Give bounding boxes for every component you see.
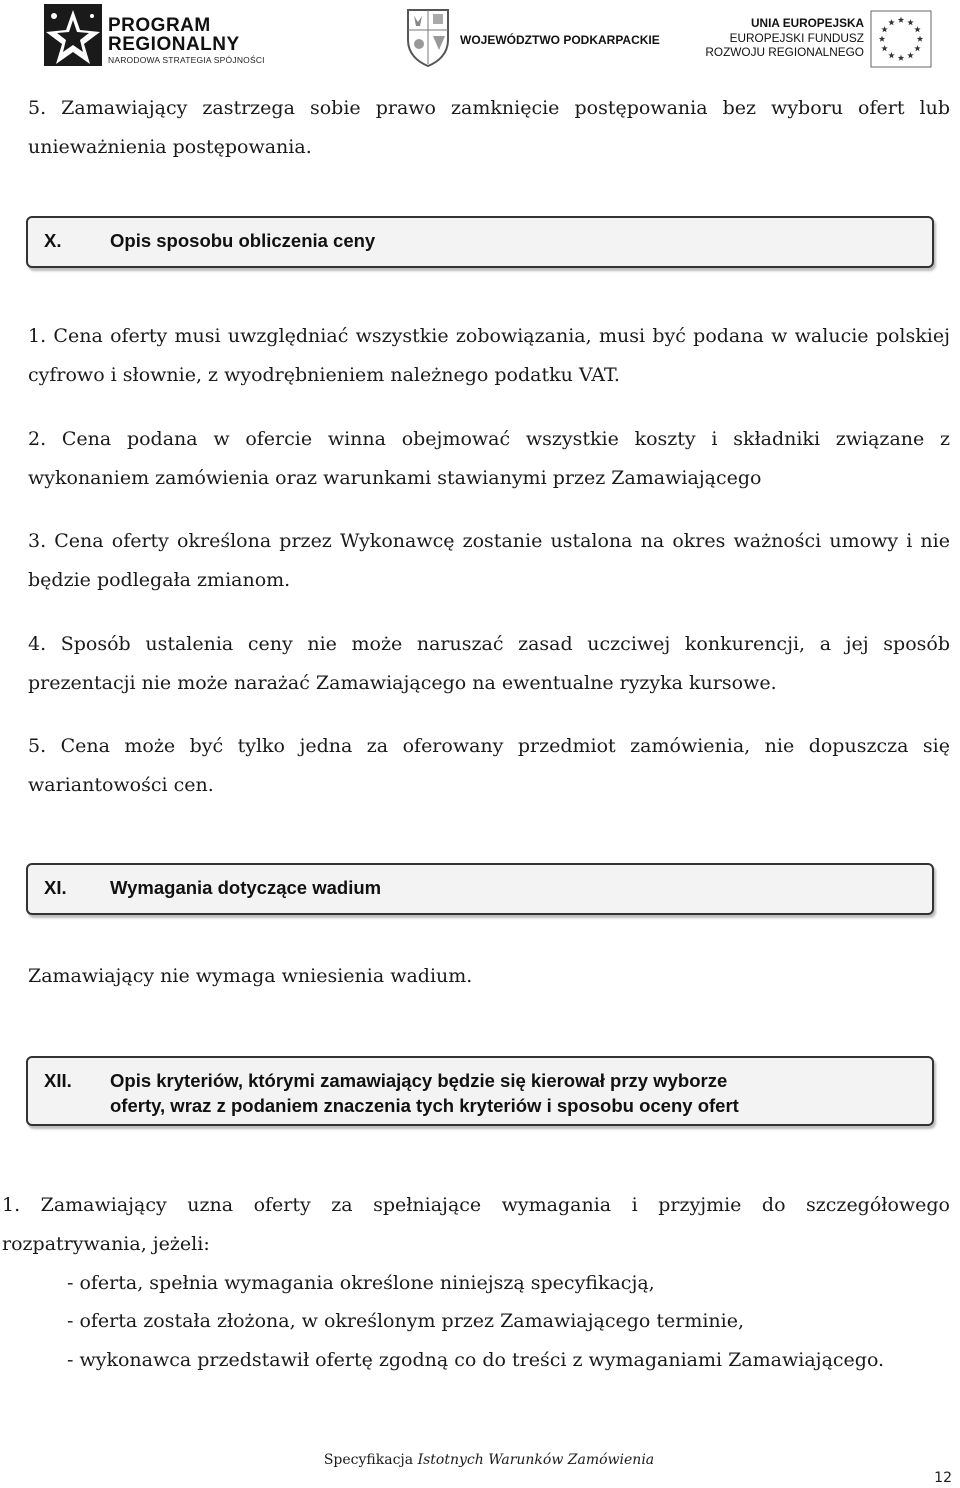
eu-line-2: EUROPEJSKI FUNDUSZ bbox=[729, 30, 864, 45]
wojewodztwo-text: WOJEWÓDZTWO PODKARPACKIE bbox=[460, 33, 660, 47]
criteria-bullet: - oferta, spełnia wymagania określone niniejszą specyfikacją, bbox=[67, 1272, 655, 1294]
section-title: Wymagania dotyczące wadium bbox=[110, 877, 382, 898]
program-regionalny-logo bbox=[42, 2, 270, 70]
price-item-5: 5. Cena może być tylko jedna za oferowany przedmiot zamówienia, nie dopuszcza się wariantowości cen. bbox=[28, 735, 950, 796]
wojewodztwo-logo bbox=[402, 6, 662, 68]
section-title-line-1: Opis kryteriów, którymi zamawiający będzie się kierował przy wyborze bbox=[110, 1070, 728, 1091]
section-title-line-2: oferty, wraz z podaniem znaczenia tych kryteriów i sposobu oceny ofert bbox=[110, 1095, 739, 1116]
eu-fund-text bbox=[705, 16, 864, 60]
section-number: XI. bbox=[44, 877, 67, 898]
footer-prefix: Specyfikacja bbox=[323, 1452, 418, 1468]
section-xi-header bbox=[26, 863, 934, 915]
page-header bbox=[0, 0, 960, 72]
eu-logo bbox=[705, 6, 932, 68]
section-number: X. bbox=[44, 230, 62, 251]
section-number: XII. bbox=[44, 1070, 72, 1091]
criteria-item-1: 1. Zamawiający uzna oferty za spełniające wymagania i przyjmie do szczegółowego rozpatrywania, jeżeli: bbox=[2, 1194, 950, 1255]
price-item-4: 4. Sposób ustalenia ceny nie może naruszać zasad uczciwej konkurencji, a jej sposób prezentacji nie może narażać Zamawiającego na ewentualne ryzyka kursowe. bbox=[28, 633, 950, 694]
criteria-bullet: - wykonawca przedstawił ofertę zgodną co do treści z wymaganiami Zamawiającego. bbox=[67, 1349, 885, 1371]
paragraph-5-cancellation: 5. Zamawiający zastrzega sobie prawo zamknięcie postępowania bez wyboru ofert lub unieważnienia postępowania. bbox=[28, 97, 950, 158]
coat-of-arms-icon bbox=[402, 6, 454, 68]
program-line: PROGRAM bbox=[108, 15, 211, 36]
section-title: Opis sposobu obliczenia ceny bbox=[110, 230, 376, 251]
page-footer bbox=[0, 1452, 960, 1468]
eu-line-3: ROZWOJU REGIONALNEGO bbox=[705, 45, 864, 59]
wadium-text: Zamawiający nie wymaga wniesienia wadium. bbox=[28, 965, 473, 987]
price-item-2: 2. Cena podana w ofercie winna obejmować wszystkie koszty i składniki związane z wykonaniem zamówienia oraz warunkami stawianymi przez Zamawiającego bbox=[28, 428, 950, 489]
price-item-3: 3. Cena oferty określona przez Wykonawcę zostanie ustalona na okres ważności umowy i nie będzie podlegała zmianom. bbox=[28, 530, 950, 591]
footer-title: Istotnych Warunków Zamówienia bbox=[417, 1452, 655, 1468]
star-emblem-icon bbox=[42, 2, 104, 70]
regionalny-line: REGIONALNY bbox=[108, 34, 240, 55]
criteria-bullet: - oferta została złożona, w określonym przez Zamawiającego terminie, bbox=[67, 1310, 745, 1332]
page-number: 12 bbox=[934, 1470, 952, 1486]
eu-flag-icon bbox=[870, 10, 932, 68]
section-x-header bbox=[26, 216, 934, 268]
eu-line-1: UNIA EUROPEJSKA bbox=[751, 16, 864, 30]
program-regionalny-text bbox=[108, 16, 265, 66]
price-item-1: 1. Cena oferty musi uwzględniać wszystkie zobowiązania, musi być podana w walucie polskiej cyfrowo i słownie, z wyodrębnieniem należnego podatku VAT. bbox=[28, 325, 950, 386]
strategy-line: NARODOWA STRATEGIA SPÓJNOŚCI bbox=[108, 55, 265, 65]
section-xii-header bbox=[26, 1056, 934, 1126]
